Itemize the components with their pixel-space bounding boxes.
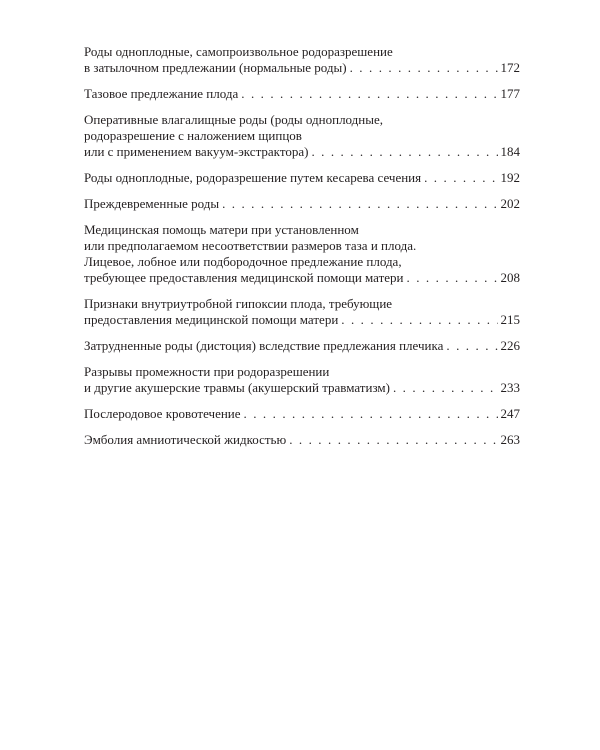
dot-leader xyxy=(244,406,498,422)
toc-page-number: 215 xyxy=(500,312,520,327)
toc-page-number: 192 xyxy=(500,170,520,185)
toc-entry-title: или с применением вакуум-экстрактора) xyxy=(84,144,309,159)
toc-page-number: 208 xyxy=(500,270,520,285)
toc-entry-last-line xyxy=(84,60,520,76)
toc-entry xyxy=(84,196,520,212)
toc-entry-title: Послеродовое кровотечение xyxy=(84,406,241,421)
toc-entry-line: родоразрешение с наложением щипцов xyxy=(84,128,302,143)
toc-entry-title: в затылочном предлежании (нормальные роды) xyxy=(84,60,347,75)
toc-entry-title: и другие акушерские травмы (акушерский травматизм) xyxy=(84,380,390,395)
toc-page-number: 172 xyxy=(500,60,520,75)
toc-entry-line: Разрывы промежности при родоразрешении xyxy=(84,364,330,379)
toc-entry-title: требующее предоставления медицинской помощи матери xyxy=(84,270,404,285)
toc-entry-last-line xyxy=(84,380,520,396)
dot-leader xyxy=(393,380,498,396)
toc-page-number: 202 xyxy=(500,196,520,211)
toc-entry-last-line xyxy=(84,432,520,448)
toc-entry-last-line xyxy=(84,406,520,422)
toc-entry-last-line xyxy=(84,270,520,286)
dot-leader xyxy=(341,312,497,328)
toc-entry-last-line xyxy=(84,170,520,186)
toc-entry-title: Эмболия амниотической жидкостью xyxy=(84,432,287,447)
toc-entry xyxy=(84,296,520,328)
dot-leader xyxy=(407,270,498,286)
table-of-contents xyxy=(84,44,520,458)
dot-leader xyxy=(446,338,497,354)
toc-page-number: 247 xyxy=(500,406,520,421)
toc-entry xyxy=(84,170,520,186)
dot-leader xyxy=(424,170,497,186)
toc-page-number: 177 xyxy=(500,86,520,101)
toc-entry-title: Затрудненные роды (дистоция) вследствие предлежания плечика xyxy=(84,338,444,353)
toc-entry-line: Лицевое, лобное или подбородочное предлежание плода, xyxy=(84,254,402,269)
toc-entry xyxy=(84,338,520,354)
toc-entry xyxy=(84,364,520,396)
dot-leader xyxy=(241,86,497,102)
dot-leader xyxy=(222,196,497,212)
toc-page-number: 226 xyxy=(500,338,520,353)
toc-entry-title: предоставления медицинской помощи матери xyxy=(84,312,339,327)
toc-entry-title: Роды одноплодные, родоразрешение путем кесарева сечения xyxy=(84,170,422,185)
toc-entry-last-line xyxy=(84,338,520,354)
toc-entry xyxy=(84,112,520,160)
dot-leader xyxy=(311,144,497,160)
toc-entry-line: Оперативные влагалищные роды (роды одноплодные, xyxy=(84,112,384,127)
toc-entry-line: Роды одноплодные, самопроизвольное родоразрешение xyxy=(84,44,393,59)
toc-entry-line: или предполагаемом несоответствии размеров таза и плода. xyxy=(84,238,417,253)
toc-entry-title: Преждевременные роды xyxy=(84,196,220,211)
toc-page-number: 184 xyxy=(500,144,520,159)
toc-entry-line: Медицинская помощь матери при установленном xyxy=(84,222,359,237)
dot-leader xyxy=(350,60,498,76)
toc-entry-line: Признаки внутриутробной гипоксии плода, требующие xyxy=(84,296,393,311)
toc-entry-last-line xyxy=(84,144,520,160)
toc-entry xyxy=(84,222,520,286)
toc-entry xyxy=(84,406,520,422)
toc-page-number: 233 xyxy=(500,380,520,395)
toc-page-number: 263 xyxy=(500,432,520,447)
toc-entry-last-line xyxy=(84,312,520,328)
toc-entry-last-line xyxy=(84,86,520,102)
toc-entry xyxy=(84,432,520,448)
toc-entry-last-line xyxy=(84,196,520,212)
dot-leader xyxy=(289,432,497,448)
toc-entry-title: Тазовое предлежание плода xyxy=(84,86,239,101)
toc-entry xyxy=(84,44,520,76)
toc-entry xyxy=(84,86,520,102)
